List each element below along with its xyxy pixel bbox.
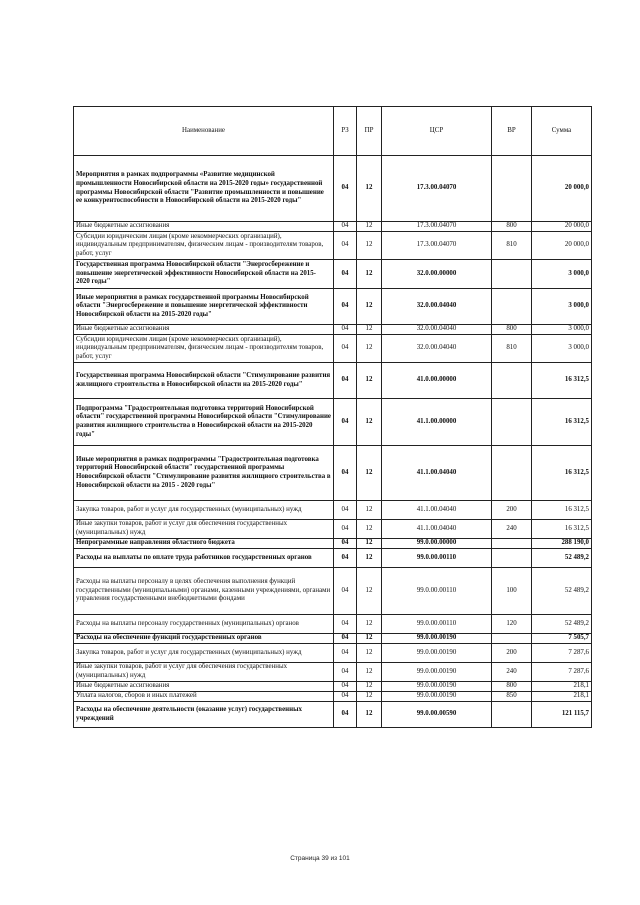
row-sum: 16 312,5	[532, 399, 592, 446]
table-row	[74, 520, 592, 539]
row-name: Иные закупки товаров, работ и услуг для обеспечения государственных (муниципальных) нужд	[74, 520, 334, 539]
row-rz: 04	[334, 446, 357, 501]
header-csr: ЦСР	[382, 107, 492, 156]
row-pr: 12	[357, 363, 382, 399]
row-pr: 12	[357, 682, 382, 692]
row-rz: 04	[334, 615, 357, 634]
table-row	[74, 335, 592, 363]
row-name: Иные мероприятия в рамках государственной программы Новосибирской области "Энергосбережение и повышение энергетической эффективности Новосибирской области на 2015-2020 годы"	[74, 289, 334, 325]
row-name: Подпрограмма "Градостроительная подготовка территорий Новосибирской области" государственной программы Новосибирской области "Стимулирование развития жилищного строительства в Новосибирской области на 2015-2020 годы"	[74, 399, 334, 446]
row-name: Непрограммные направления областного бюджета	[74, 539, 334, 549]
row-sum: 3 000,0	[532, 325, 592, 335]
row-rz: 04	[334, 222, 357, 232]
row-csr: 17.3.00.04070	[382, 232, 492, 260]
row-vr: 100	[492, 568, 532, 615]
table-row	[74, 539, 592, 549]
row-name: Субсидии юридическим лицам (кроме некоммерческих организаций), индивидуальным предпринимателям, физическим лицам - производителям товаров, работ, услуг	[74, 335, 334, 363]
row-rz: 04	[334, 232, 357, 260]
header-rz: РЗ	[334, 107, 357, 156]
row-rz: 04	[334, 539, 357, 549]
row-pr: 12	[357, 232, 382, 260]
row-name: Иные бюджетные ассигнования	[74, 682, 334, 692]
row-csr: 41.1.00.04040	[382, 501, 492, 520]
row-rz: 04	[334, 325, 357, 335]
row-name: Иные мероприятия в рамках подпрограммы "Градостроительная подготовка территорий Новосибирской области" государственной программы Новосибирской области "Стимулирование развития жилищного строительства в Новосибирской области на 2015 - 2020 годы"	[74, 446, 334, 501]
table-row	[74, 634, 592, 644]
row-vr	[492, 156, 532, 222]
row-vr: 240	[492, 520, 532, 539]
row-name: Субсидии юридическим лицам (кроме некоммерческих организаций), индивидуальным предпринимателям, физическим лицам - производителям товаров, работ, услуг	[74, 232, 334, 260]
row-vr	[492, 363, 532, 399]
row-csr: 99.0.00.00000	[382, 539, 492, 549]
row-rz: 04	[334, 663, 357, 682]
row-vr	[492, 549, 532, 568]
row-vr	[492, 399, 532, 446]
row-vr: 120	[492, 615, 532, 634]
row-csr: 99.0.00.00110	[382, 549, 492, 568]
row-vr: 850	[492, 692, 532, 702]
row-csr: 32.0.00.04040	[382, 289, 492, 325]
row-csr: 99.0.00.00190	[382, 634, 492, 644]
row-sum: 52 489,2	[532, 615, 592, 634]
row-csr: 32.0.00.04040	[382, 325, 492, 335]
row-sum: 52 489,2	[532, 549, 592, 568]
row-pr: 12	[357, 520, 382, 539]
table-row	[74, 702, 592, 728]
row-name: Закупка товаров, работ и услуг для государственных (муниципальных) нужд	[74, 501, 334, 520]
row-name: Мероприятия в рамках подпрограммы «Развитие медицинской промышленности Новосибирской области на 2015-2020 годы» государственной программы Новосибирской области "Развитие промышленности и повышение ее конкурентоспособности в Новосибирской области на 2015-2020 годы"	[74, 156, 334, 222]
row-pr: 12	[357, 335, 382, 363]
row-rz: 04	[334, 335, 357, 363]
table-row	[74, 549, 592, 568]
row-name: Уплата налогов, сборов и иных платежей	[74, 692, 334, 702]
row-sum: 20 000,0	[532, 232, 592, 260]
row-sum: 218,1	[532, 692, 592, 702]
header-pr: ПР	[357, 107, 382, 156]
table-row	[74, 289, 592, 325]
row-vr	[492, 446, 532, 501]
row-pr: 12	[357, 549, 382, 568]
row-rz: 04	[334, 634, 357, 644]
row-sum: 121 115,7	[532, 702, 592, 728]
row-vr: 800	[492, 222, 532, 232]
row-vr: 200	[492, 501, 532, 520]
table-row	[74, 692, 592, 702]
row-sum: 16 312,5	[532, 363, 592, 399]
row-pr: 12	[357, 644, 382, 663]
row-rz: 04	[334, 682, 357, 692]
row-csr: 99.0.00.00110	[382, 568, 492, 615]
table-row	[74, 682, 592, 692]
row-sum: 16 312,5	[532, 520, 592, 539]
table-row	[74, 663, 592, 682]
row-pr: 12	[357, 289, 382, 325]
row-sum: 288 190,0	[532, 539, 592, 549]
row-csr: 32.0.00.04040	[382, 335, 492, 363]
row-csr: 99.0.00.00190	[382, 663, 492, 682]
row-rz: 04	[334, 644, 357, 663]
row-csr: 41.0.00.00000	[382, 363, 492, 399]
row-sum: 7 287,6	[532, 644, 592, 663]
row-pr: 12	[357, 446, 382, 501]
row-csr: 41.1.00.04040	[382, 446, 492, 501]
row-sum: 52 489,2	[532, 568, 592, 615]
row-csr: 41.1.00.00000	[382, 399, 492, 446]
row-rz: 04	[334, 501, 357, 520]
header-sum: Сумма	[532, 107, 592, 156]
row-pr: 12	[357, 568, 382, 615]
row-pr: 12	[357, 634, 382, 644]
row-sum: 3 000,0	[532, 260, 592, 289]
row-pr: 12	[357, 399, 382, 446]
row-pr: 12	[357, 260, 382, 289]
row-rz: 04	[334, 692, 357, 702]
row-pr: 12	[357, 692, 382, 702]
row-name: Государственная программа Новосибирской области "Энергосбережение и повышение энергетической эффективности Новосибирской области на 2015- 2020 годы"	[74, 260, 334, 289]
table-row	[74, 446, 592, 501]
table-row	[74, 644, 592, 663]
table-row	[74, 222, 592, 232]
row-sum: 218,1	[532, 682, 592, 692]
row-pr: 12	[357, 663, 382, 682]
row-sum: 3 000,0	[532, 289, 592, 325]
row-rz: 04	[334, 702, 357, 728]
row-csr: 41.1.00.04040	[382, 520, 492, 539]
row-vr: 800	[492, 682, 532, 692]
table-row	[74, 156, 592, 222]
row-vr: 240	[492, 663, 532, 682]
row-name: Расходы на выплаты персоналу государственных (муниципальных) органов	[74, 615, 334, 634]
row-csr: 99.0.00.00190	[382, 644, 492, 663]
row-name: Закупка товаров, работ и услуг для государственных (муниципальных) нужд	[74, 644, 334, 663]
row-sum: 20 000,0	[532, 156, 592, 222]
row-csr: 17.3.00.04070	[382, 156, 492, 222]
row-csr: 99.0.00.00590	[382, 702, 492, 728]
row-rz: 04	[334, 363, 357, 399]
table-row	[74, 325, 592, 335]
row-name: Расходы на выплаты по оплате труда работников государственных органов	[74, 549, 334, 568]
row-pr: 12	[357, 156, 382, 222]
row-pr: 12	[357, 325, 382, 335]
row-pr: 12	[357, 222, 382, 232]
row-sum: 16 312,5	[532, 501, 592, 520]
row-name: Иные бюджетные ассигнования	[74, 325, 334, 335]
row-name: Расходы на обеспечение функций государственных органов	[74, 634, 334, 644]
table-row	[74, 232, 592, 260]
row-pr: 12	[357, 501, 382, 520]
row-name: Расходы на обеспечение деятельности (оказание услуг) государственных учреждений	[74, 702, 334, 728]
table-row	[74, 260, 592, 289]
row-sum: 20 000,0	[532, 222, 592, 232]
table-row	[74, 363, 592, 399]
row-rz: 04	[334, 549, 357, 568]
row-rz: 04	[334, 156, 357, 222]
row-name: Государственная программа Новосибирской области "Стимулирование развития жилищного строительства в Новосибирской области на 2015-2020 годы"	[74, 363, 334, 399]
table-row	[74, 399, 592, 446]
row-csr: 99.0.00.00190	[382, 692, 492, 702]
row-rz: 04	[334, 260, 357, 289]
row-rz: 04	[334, 399, 357, 446]
row-rz: 04	[334, 520, 357, 539]
row-vr	[492, 634, 532, 644]
row-pr: 12	[357, 615, 382, 634]
row-csr: 99.0.00.00190	[382, 682, 492, 692]
row-vr: 200	[492, 644, 532, 663]
row-vr: 810	[492, 232, 532, 260]
budget-table	[73, 106, 592, 728]
row-name: Иные закупки товаров, работ и услуг для обеспечения государственных (муниципальных) нужд	[74, 663, 334, 682]
table-row	[74, 568, 592, 615]
table-header-row	[74, 107, 592, 156]
row-vr	[492, 289, 532, 325]
row-name: Иные бюджетные ассигнования	[74, 222, 334, 232]
row-vr: 810	[492, 335, 532, 363]
row-csr: 99.0.00.00110	[382, 615, 492, 634]
row-vr	[492, 539, 532, 549]
row-pr: 12	[357, 702, 382, 728]
row-rz: 04	[334, 568, 357, 615]
row-vr	[492, 260, 532, 289]
row-pr: 12	[357, 539, 382, 549]
row-sum: 7 505,7	[532, 634, 592, 644]
row-sum: 16 312,5	[532, 446, 592, 501]
row-csr: 17.3.00.04070	[382, 222, 492, 232]
row-vr: 800	[492, 325, 532, 335]
page-footer: Страница 39 из 101	[290, 855, 350, 862]
header-vr: ВР	[492, 107, 532, 156]
row-csr: 32.0.00.00000	[382, 260, 492, 289]
row-sum: 3 000,0	[532, 335, 592, 363]
row-sum: 7 287,6	[532, 663, 592, 682]
table-body	[74, 156, 592, 728]
row-name: Расходы на выплаты персоналу в целях обеспечения выполнения функций государственными (муниципальными) органами, казенными учреждениями, органами управления государственными внебюджетными фондами	[74, 568, 334, 615]
table-row	[74, 501, 592, 520]
row-vr	[492, 702, 532, 728]
table-row	[74, 615, 592, 634]
row-rz: 04	[334, 289, 357, 325]
header-name: Наименование	[74, 107, 334, 156]
